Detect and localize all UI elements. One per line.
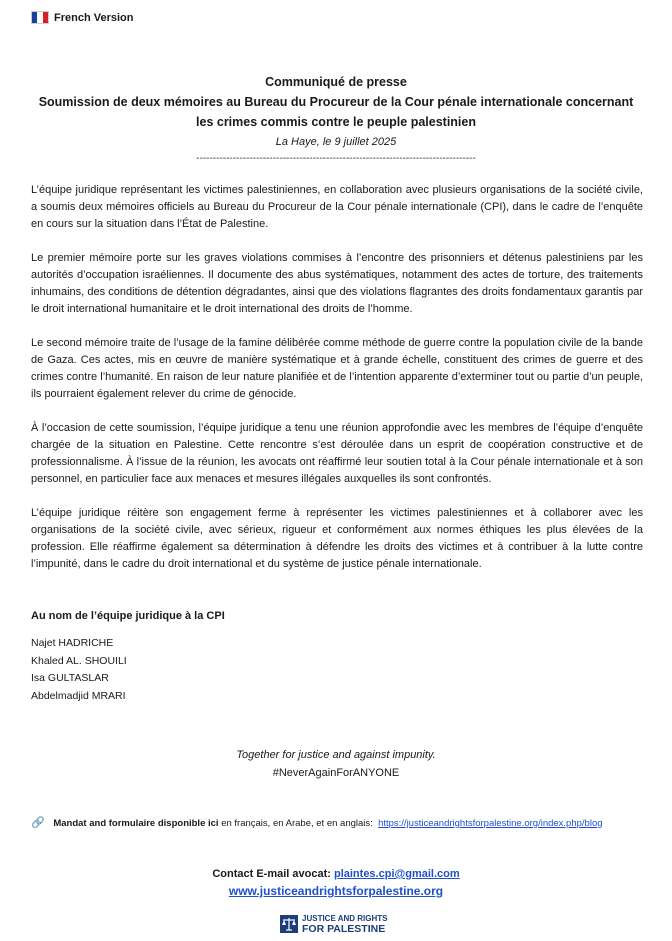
paragraph: À l’occasion de cette soumission, l’équipe juridique a tenu une réunion approfondie avec les membres de l’équipe d’enquête chargée de la situation en Palestine. Cette rencontre s’est déroulée dans un esprit de coopération constructive et de professionnalisme. À l’issue de la réunion, les avocats ont réaffirmé leur soutien total à la Cour pénale internationale et à son personnel, en particulier face aux menaces et mesures illégales auxquelles ils sont confrontés.: [31, 422, 643, 485]
signatory-name: Khaled AL. SHOUILI: [31, 654, 127, 667]
blog-link[interactable]: https://justiceandrightsforpalestine.org/index.php/blog: [378, 818, 603, 829]
document-title: Communiqué de presse: [265, 75, 407, 89]
french-flag-icon: [31, 11, 49, 24]
document-subtitle: Soumission de deux mémoires au Bureau du Procureur de la Cour pénale internationale concernant les crimes commis contre le peuple palestinien: [38, 95, 634, 129]
paragraph: L’équipe juridique réitère son engagement ferme à représenter les victimes palestiniennes et à collaborer avec les organisations de la société civile, avec sérieux, rigueur et conformément aux normes éthiques les plus élevées de la profession. Elle réaffirme également sa détermination à défendre les droits des victimes et à contribuer à la lutte contre l’impunité, dans le cadre du droit international et du système de justice pénale internationale.: [31, 507, 643, 570]
document-date: La Haye, le 9 juillet 2025: [275, 136, 397, 148]
organization-logo: [280, 913, 388, 935]
signatory-name: Najet HADRICHE: [31, 637, 114, 649]
body-text: [31, 182, 643, 590]
hashtag: #NeverAgainForANYONE: [272, 767, 400, 779]
scales-of-justice-icon: [280, 915, 298, 933]
motto: Together for justice and against impunity.: [236, 749, 436, 761]
mandate-line: [31, 816, 603, 829]
paragraph: Le premier mémoire porte sur les graves violations commises à l’encontre des prisonniers et détenus palestiniens par les autorités d’occupation israéliennes. Il documente des abus systématiques, notamment des actes de torture, des traitements inhumains, des conditions de détention dégradantes, ainsi que des violations flagrantes des droits fondamentaux garantis par le droit international humanitaire et le droit international des droits de l’homme.: [31, 252, 643, 315]
contact-email-line: [0, 866, 672, 883]
language-label: French Version: [54, 11, 134, 24]
document-header: [0, 72, 672, 166]
language-indicator: [31, 11, 133, 24]
link-icon: 🔗: [31, 817, 45, 829]
signatory-name: Abdelmadjid MRARI: [31, 689, 126, 702]
signatory-name: Isa GULTASLAR: [31, 672, 109, 684]
website-link[interactable]: www.justiceandrightsforpalestine.org: [228, 884, 444, 898]
signature-title: Au nom de l’équipe juridique à la CPI: [31, 610, 225, 622]
signature-block: [31, 608, 225, 705]
mandate-languages: en français, en Arabe, et en anglais:: [218, 818, 373, 829]
contact-email-label: Contact E-mail avocat:: [212, 868, 334, 880]
closing-block: [0, 746, 672, 782]
paragraph: Le second mémoire traite de l’usage de la famine délibérée comme méthode de guerre contre la population civile de la bande de Gaza. Ces actes, mis en œuvre de manière systématique et à grande échelle, constituent des crimes de guerre et des crimes contre l’humanité. En raison de leur nature planifiée et de l’intention apparente d’exterminer tout ou partie d’un peuple, ils pourraient également relever du crime de génocide.: [31, 337, 643, 400]
logo-line-2: FOR PALESTINE: [302, 923, 386, 935]
logo-line-1: JUSTICE AND RIGHTS: [302, 914, 388, 923]
paragraph: L’équipe juridique représentant les victimes palestiniennes, en collaboration avec plusieurs organisations de la société civile, a soumis deux mémoires officiels au Bureau du Procureur de la Cour pénale internationale (CPI), dans le cadre de l’enquête en cours sur la situation dans l’État de Palestine.: [31, 184, 643, 230]
contact-block: [0, 866, 672, 901]
separator-line: ------------------------------------------------------------------------------------: [196, 153, 476, 164]
logo-text: [302, 913, 388, 935]
mandate-label: Mandat and formulaire disponible ici: [53, 818, 219, 829]
contact-email-link[interactable]: plaintes.cpi@gmail.com: [333, 868, 460, 880]
